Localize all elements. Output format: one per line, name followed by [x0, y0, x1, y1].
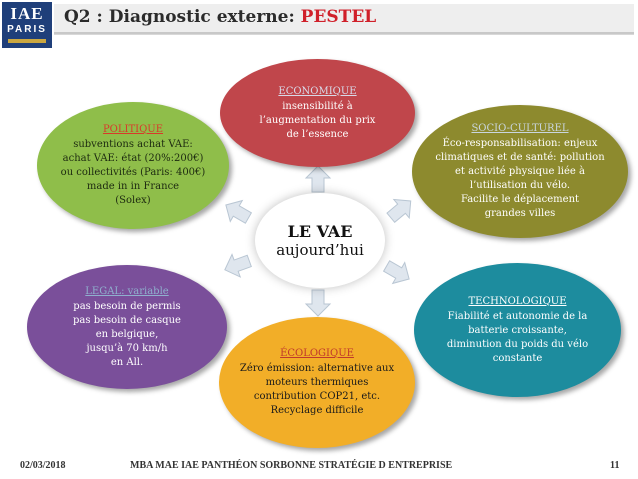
arrow-down-right [381, 256, 416, 290]
socio-line: climatiques et de santé: pollution [435, 152, 605, 163]
economique-line: insensibilité à [282, 100, 353, 112]
legal-line: jusqu’à 70 km/h [86, 342, 168, 354]
arrow-left [221, 250, 254, 281]
center-subtitle: aujourd’hui [276, 241, 364, 259]
technologique-line: batterie croissante, [468, 324, 567, 336]
ecologique-line: moteurs thermiques [265, 377, 369, 388]
technologique-line: Fiabilité et autonomie de la [447, 310, 588, 322]
ecologique-text [240, 362, 394, 418]
legal-ellipse [27, 265, 227, 389]
technologique-line: constante [492, 352, 543, 364]
slide-title-accent: PESTEL [300, 7, 377, 27]
legal-line: pas besoin de casque [73, 314, 181, 326]
politique-ellipse [37, 102, 229, 229]
arrow-down [306, 290, 330, 316]
ecologique-ellipse [219, 317, 415, 448]
center-title: LE VAE [287, 222, 353, 241]
socio-line: Éco-responsabilisation: enjeux [442, 138, 598, 149]
politique-line: subventions achat VAE: [73, 139, 193, 150]
politique-line: ou collectivités (Paris: 400€) [60, 167, 206, 178]
politique-line: achat VAE: état (20%:200€) [62, 153, 204, 164]
economique-heading: ECONOMIQUE [278, 85, 357, 97]
socio-culturel-ellipse [412, 105, 628, 238]
arrow-up [306, 166, 330, 192]
footer-date: 02/03/2018 [20, 460, 66, 471]
legal-line: pas besoin de permis [73, 300, 181, 312]
technologique-heading: TECHNOLOGIQUE [468, 295, 567, 307]
arrow-up-left [220, 195, 255, 229]
politique-heading: POLITIQUE [102, 124, 164, 135]
economique-text [260, 100, 376, 142]
socio-line: l’utilisation du vélo. [469, 180, 571, 191]
socio-culturel-text [435, 137, 604, 221]
footer-page-number: 11 [610, 460, 620, 471]
logo-text-iae: IAE [10, 4, 44, 23]
center-node [255, 193, 385, 288]
logo-text-paris: PARIS [7, 24, 47, 35]
economique-line: l’augmentation du prix [259, 114, 376, 126]
legal-heading: LEGAL: variable [85, 285, 169, 297]
footer-center-text: MBA MAE IAE PANTHÉON SORBONNE STRATÉGIE D ENTREPRISE [130, 460, 453, 471]
socio-line: Facilite le déplacement [460, 194, 580, 205]
politique-line: (Solex) [115, 195, 151, 206]
socio-culturel-heading: SOCIO-CULTUREL [471, 123, 569, 134]
economique-line: de l’essence [286, 128, 349, 140]
technologique-text [447, 310, 588, 366]
ecologique-line: Zéro émission: alternative aux [239, 363, 395, 374]
socio-line: grandes villes [484, 208, 556, 219]
politique-line: made in in France [86, 181, 180, 192]
politique-text [61, 138, 206, 208]
socio-line: et activité physique liée à [454, 166, 585, 177]
slide-title-prefix: Q2 : Diagnostic externe: [64, 7, 301, 27]
technologique-ellipse [414, 263, 621, 397]
economique-ellipse [220, 59, 415, 167]
ecologique-line: Recyclage difficile [270, 405, 364, 416]
ecologique-heading: ÉCOLOGIQUE [280, 348, 354, 359]
legal-text [73, 300, 181, 370]
technologique-line: diminution du poids du vélo [446, 338, 589, 350]
legal-line: en belgique, [95, 328, 159, 340]
arrow-up-right [383, 192, 418, 227]
legal-line: en All. [110, 356, 144, 368]
ecologique-line: contribution COP21, etc. [253, 391, 381, 402]
